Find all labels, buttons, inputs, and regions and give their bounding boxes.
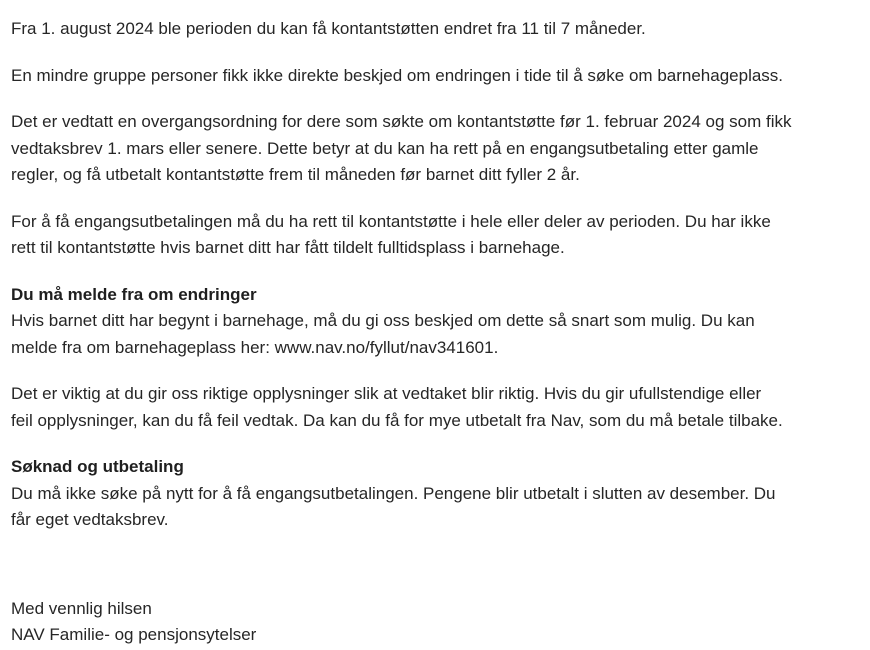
heading-report-changes: Du må melde fra om endringer [11,284,257,304]
paragraph-line: Det er viktig at du gir oss riktige opplysninger slik at vedtaket blir riktig. Hvis du gir ufullstendige eller [11,384,762,403]
paragraph-text: En mindre gruppe personer fikk ikke direkte beskjed om endringen i tide til å søke om barnehageplass. [11,65,784,85]
paragraph-missing-notice [11,63,870,90]
paragraph-correct-information [11,381,870,434]
closing-sender: NAV Familie- og pensjonsytelser [11,625,257,644]
paragraph-line: rett til kontantstøtte hvis barnet ditt har fått tildelt fulltidsplass i barnehage. [11,238,565,257]
letter-closing [11,596,256,648]
paragraph-line: får eget vedtaksbrev. [11,510,169,529]
paragraph-line: melde fra om barnehageplass her: www.nav.no/fyllut/nav341601. [11,337,499,357]
paragraph-application-payment [11,481,870,534]
paragraph-line: Det er vedtatt en overgangsordning for dere som søkte om kontantstøtte før 1. februar 2024 og som fikk [11,112,792,131]
paragraph-line: Du må ikke søke på nytt for å få engangsutbetalingen. Pengene blir utbetalt i slutten av desember. Du [11,483,776,503]
heading-application-payment: Søknad og utbetaling [11,457,184,476]
paragraph-text: Fra 1. august 2024 ble perioden du kan få kontantstøtten endret fra 11 til 7 måneder. [11,19,646,38]
paragraph-line: vedtaksbrev 1. mars eller senere. Dette betyr at du kan ha rett på en engangsutbetaling etter gamle [11,138,759,158]
paragraph-transition-scheme [11,109,870,189]
closing-greeting: Med vennlig hilsen [11,599,152,618]
paragraph-report-changes [11,308,870,361]
paragraph-eligibility [11,209,870,262]
paragraph-line: For å få engangsutbetalingen må du ha rett til kontantstøtte i hele eller deler av perioden. Du har ikke [11,211,771,231]
paragraph-line: feil opplysninger, kan du få feil vedtak. Da kan du få for mye utbetalt fra Nav, som du må betale tilbake. [11,410,783,430]
paragraph-period-change [11,16,870,43]
paragraph-line: regler, og få utbetalt kontantstøtte frem til måneden før barnet ditt fyller 2 år. [11,165,580,184]
paragraph-line: Hvis barnet ditt har begynt i barnehage, må du gi oss beskjed om dette så snart som mulig. Du kan [11,311,755,330]
